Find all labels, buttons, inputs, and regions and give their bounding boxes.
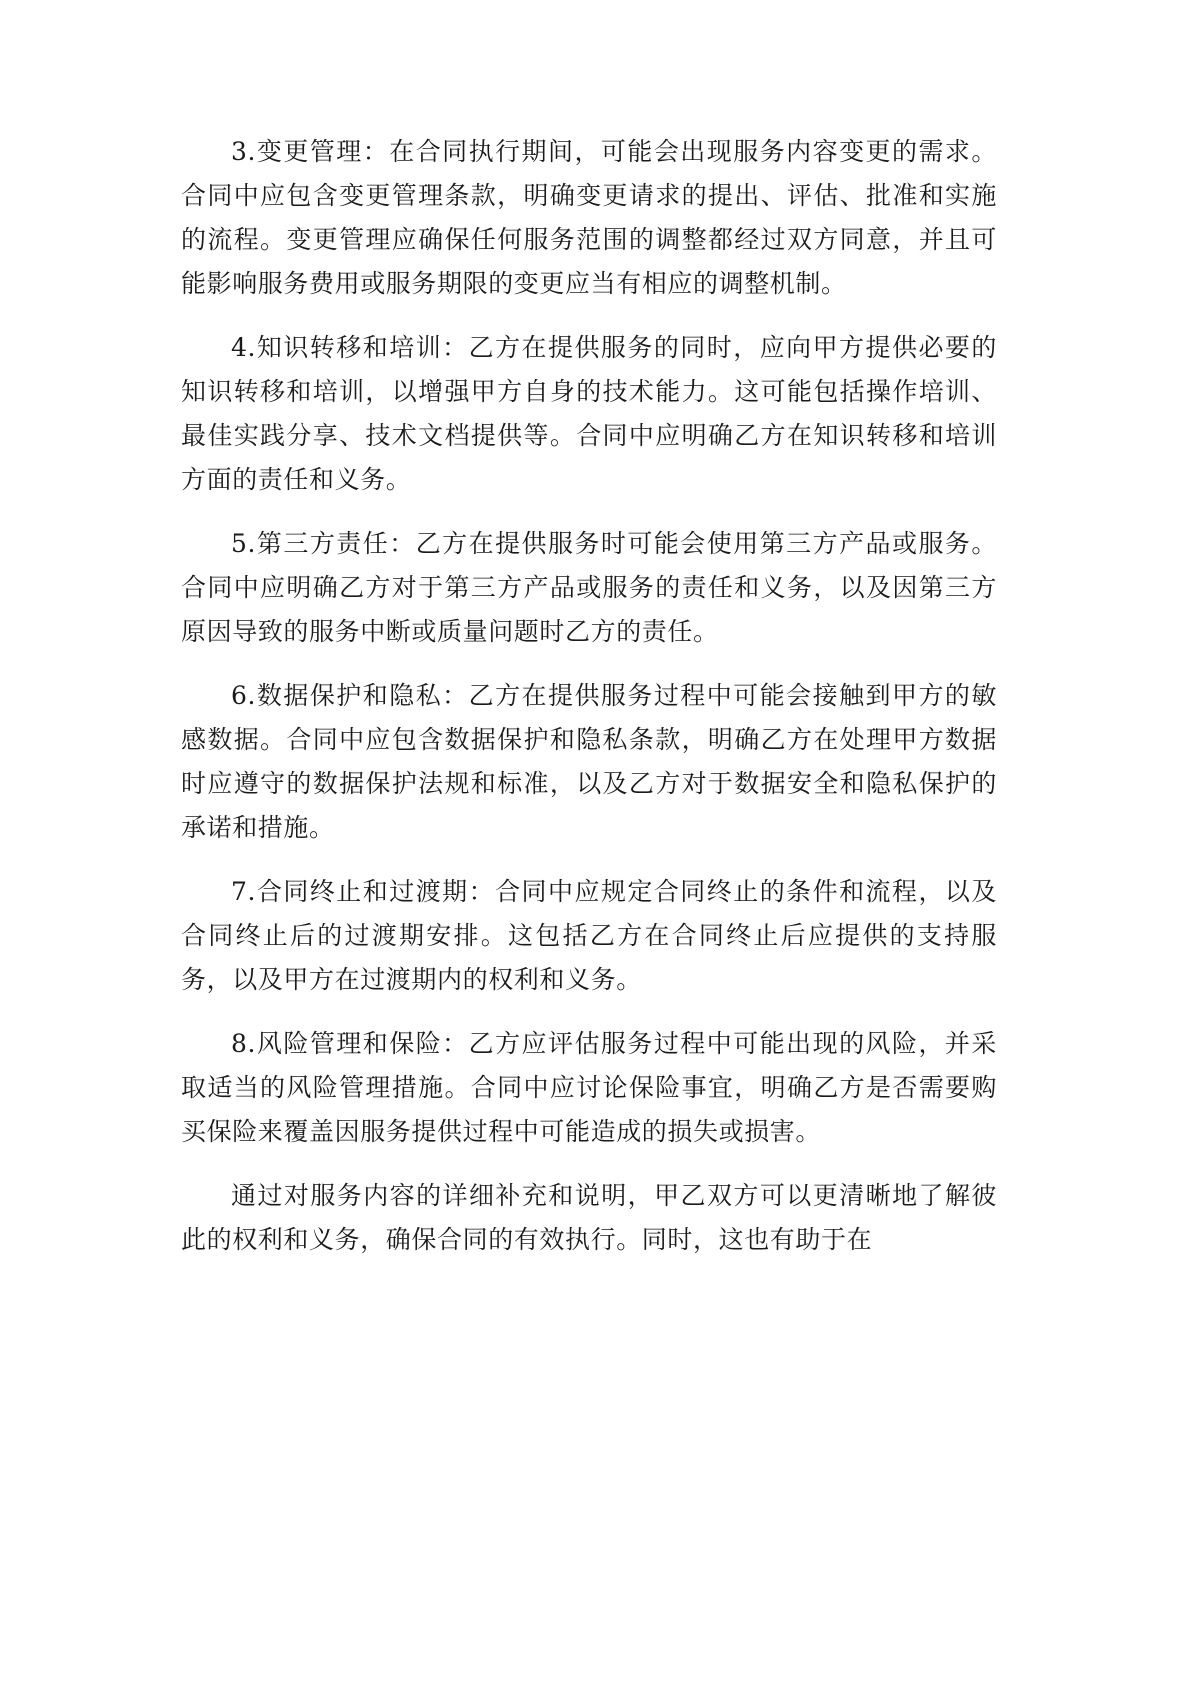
paragraph-risk-insurance: 8.风险管理和保险：乙方应评估服务过程中可能出现的风险，并采取适当的风险管理措施。合同中应讨论保险事宜，明确乙方是否需要购买保险来覆盖因服务提供过程中可能造成的损失或损害。 xyxy=(181,1029,997,1146)
paragraph-conclusion: 通过对服务内容的详细补充和说明，甲乙双方可以更清晰地了解彼此的权利和义务，确保合同的有效执行。同时，这也有助于在 xyxy=(181,1181,997,1254)
paragraph-third-party-liability: 5.第三方责任：乙方在提供服务时可能会使用第三方产品或服务。合同中应明确乙方对于第三方产品或服务的责任和义务，以及因第三方原因导致的服务中断或质量问题时乙方的责任。 xyxy=(181,529,997,646)
document-body xyxy=(181,130,997,1282)
paragraph-change-management: 3.变更管理：在合同执行期间，可能会出现服务内容变更的需求。合同中应包含变更管理条款，明确变更请求的提出、评估、批准和实施的流程。变更管理应确保任何服务范围的调整都经过双方同意，并且可能影响服务费用或服务期限的变更应当有相应的调整机制。 xyxy=(181,137,997,298)
paragraph-data-protection: 6.数据保护和隐私：乙方在提供服务过程中可能会接触到甲方的敏感数据。合同中应包含数据保护和隐私条款，明确乙方在处理甲方数据时应遵守的数据保护法规和标准，以及乙方对于数据安全和隐私保护的承诺和措施。 xyxy=(181,681,997,842)
paragraph-termination-transition: 7.合同终止和过渡期：合同中应规定合同终止的条件和流程，以及合同终止后的过渡期安排。这包括乙方在合同终止后应提供的支持服务，以及甲方在过渡期内的权利和义务。 xyxy=(181,877,997,994)
paragraph-knowledge-transfer: 4.知识转移和培训：乙方在提供服务的同时，应向甲方提供必要的知识转移和培训，以增强甲方自身的技术能力。这可能包括操作培训、最佳实践分享、技术文档提供等。合同中应明确乙方在知识转移和培训方面的责任和义务。 xyxy=(181,333,997,494)
